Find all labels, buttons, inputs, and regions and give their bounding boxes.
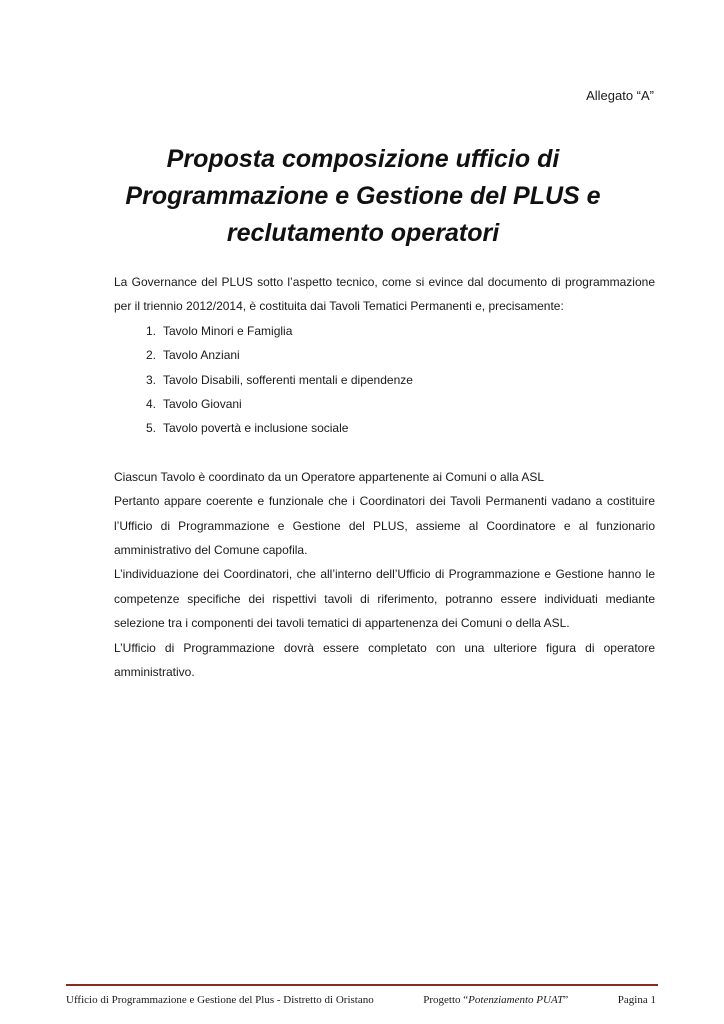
list-item-text: Tavolo Giovani	[163, 397, 242, 412]
footer-project-name: Potenziamento PUAT	[468, 994, 564, 1006]
page-footer	[66, 993, 656, 1007]
list-item-text: Tavolo Disabili, sofferenti mentali e dipendenze	[163, 372, 413, 387]
list-item	[114, 392, 655, 416]
list-item-number: 2.	[145, 348, 156, 363]
paragraph-admin-operator: L’Ufficio di Programmazione dovrà essere completato con una ulteriore figura di operatore amministrativo.	[114, 640, 655, 680]
list-item	[114, 368, 655, 392]
footer-project-suffix: ”	[563, 994, 569, 1006]
intro-paragraph: La Governance del PLUS sotto l’aspetto tecnico, come si evince dal documento di programmazione per il triennio 2012/2014, è costituita dai Tavoli Tematici Permanenti e, precisamente:	[114, 275, 655, 314]
list-item	[114, 343, 655, 367]
footer-project-prefix: Progetto “	[423, 994, 469, 1006]
list-item-number: 1.	[145, 323, 156, 338]
list-item-number: 3.	[145, 372, 156, 387]
paragraph-office-composition: Pertanto appare coerente e funzionale che i Coordinatori dei Tavoli Permanenti vadano a costituire l’Ufficio di Programmazione e Gestione del PLUS, assieme al Coordinatore e al funzionario amministrativo del Comune capofila.	[114, 494, 655, 558]
list-item-number: 4.	[145, 397, 156, 412]
list-item	[114, 416, 655, 440]
title-line-2: Programmazione e Gestione del PLUS e	[125, 182, 601, 210]
footer-project	[423, 993, 568, 1007]
document-body	[114, 270, 655, 685]
page-title	[68, 141, 658, 252]
list-item	[114, 319, 655, 343]
paragraph-coordination: Ciascun Tavolo è coordinato da un Operatore appartenente ai Comuni o alla ASL	[114, 469, 545, 484]
title-line-3: reclutamento operatori	[226, 219, 500, 247]
annex-label: Allegato “A”	[586, 88, 654, 103]
paragraph-coordinators-selection: L’individuazione dei Coordinatori, che all’interno dell’Ufficio di Programmazione e Gestione hanno le competenze specifiche dei rispettivi tavoli di riferimento, potranno essere individuati mediante selezione tra i componenti dei tavoli tematici di appartenenza dei Comuni o della ASL.	[114, 567, 655, 631]
paragraph-spacer	[114, 441, 655, 465]
footer-divider	[66, 984, 658, 986]
footer-office: Ufficio di Programmazione e Gestione del Plus - Distretto di Oristano	[66, 994, 374, 1006]
list-item-text: Tavolo povertà e inclusione sociale	[163, 421, 349, 436]
footer-page-number: Pagina 1	[617, 994, 656, 1006]
title-line-1: Proposta composizione ufficio di	[166, 145, 560, 173]
list-item-text: Tavolo Anziani	[163, 348, 240, 363]
tavoli-list	[114, 319, 655, 441]
list-item-number: 5.	[145, 421, 156, 436]
list-item-text: Tavolo Minori e Famiglia	[163, 323, 293, 338]
